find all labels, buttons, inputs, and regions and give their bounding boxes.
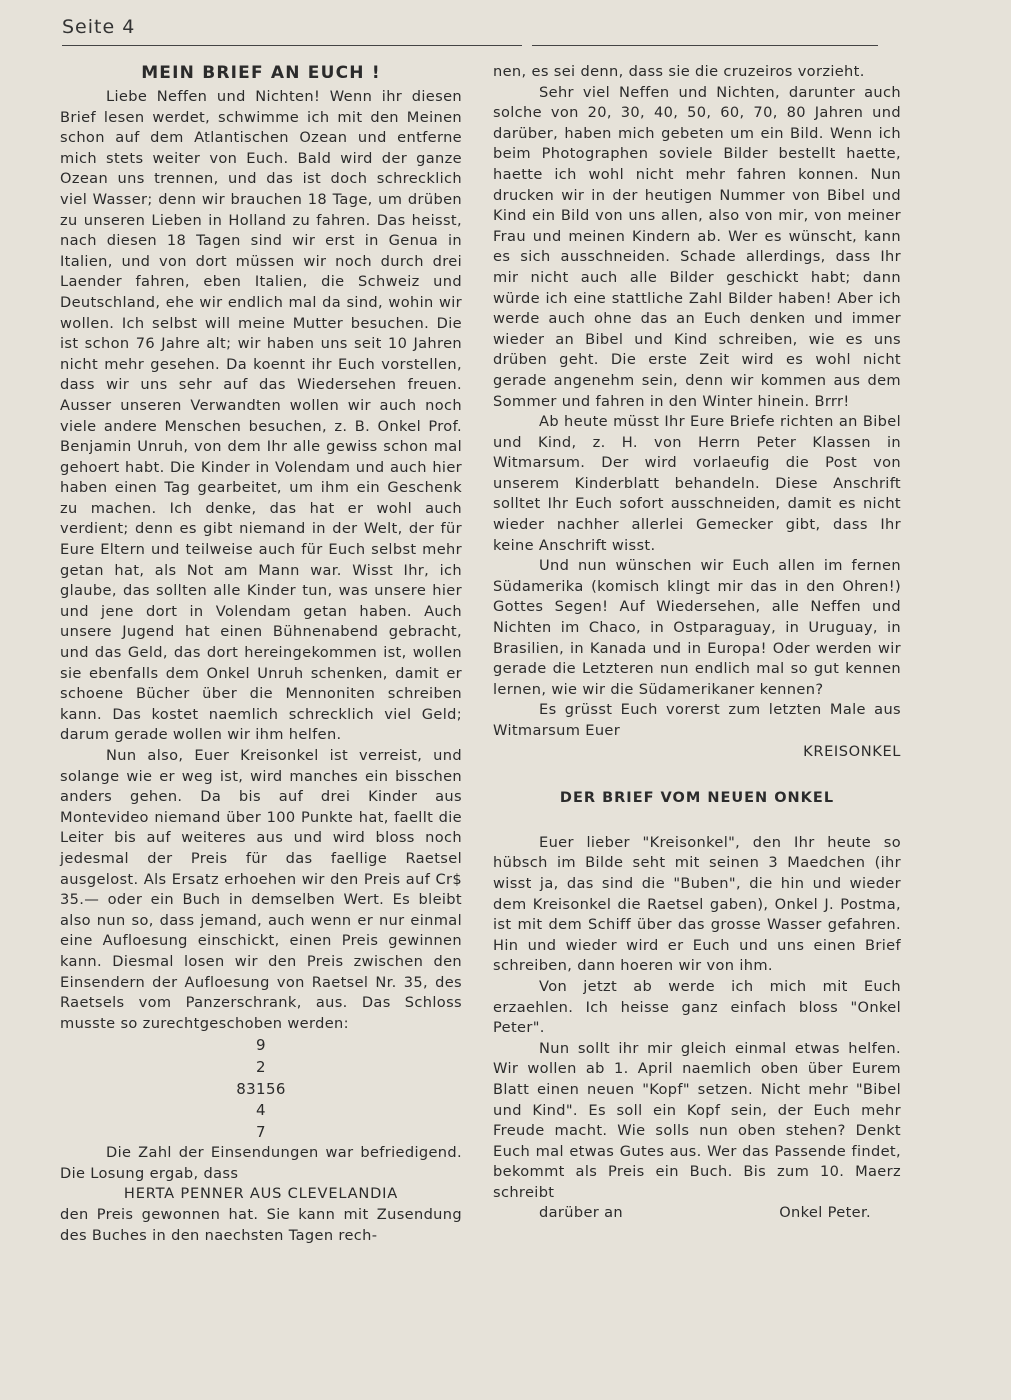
header-rule-left: [62, 45, 522, 46]
right-paragraph-0: nen, es sei denn, dass sie die cruzeiros vorzieht.: [493, 63, 865, 80]
combination-number: 9: [256, 1036, 266, 1055]
right-paragraph-3: Und nun wünschen wir Euch allen im fernen Südamerika (komisch klingt mir das in den Ohren!) Gottes Segen! Auf Wiedersehen, alle Neffen und Nichten im Chaco, in Ostparaguay, in Uruguay, in Brasilien, in Kanada und in Europa! Oder werden wir gerade die Letzteren nun endlich mal so gut kennen lernen, wie wir die Südamerikaner kennen?: [493, 557, 901, 698]
closing-signature: Onkel Peter.: [779, 1204, 871, 1222]
combination-number: 4: [256, 1101, 266, 1120]
left-paragraph-1: Liebe Neffen und Nichten! Wenn ihr diesen Brief lesen werdet, schwimme ich mit den Meinen schon auf dem Atlantischen Ozean und entferne mich stets weiter von Euch. Bald wird der ganze Ozean uns trennen, und das ist doch schrecklich viel Wasser; denn wir brauchen 18 Tage, um drüben zu unseren Lieben in Holland zu fahren. Das heisst, nach diesen 18 Tagen sind wir erst in Genua in Italien, und von dort müssen wir noch durch drei Laender fahren, eben Italien, die Schweiz und Deutschland, ehe wir endlich mal da sind, wohin wir wollen. Ich selbst will meine Mutter besuchen. Die ist schon 76 Jahre alt; wir haben uns seit 10 Jahren nicht mehr gesehen. Da koennt ihr Euch vorstellen, dass wir uns sehr auf das Wiedersehen freuen. Ausser unseren Verwandten wollen wir auch noch viele andere Menschen besuchen, z. B. Onkel Prof. Benjamin Unruh, von dem Ihr alle gewiss schon mal gehoert habt. Die Kinder in Volendam und auch hier haben einen Tag gearbeitet, um ihm ein Geschenk zu machen. Ich denke, das hat er wohl auch verdient; denn es gibt niemand in der Welt, der für Eure Eltern und teilweise auch für Euch selbst mehr getan hat, als Not am Mann war. Wisst Ihr, ich glaube, das sollten alle Kinder tun, was unsere hier und jene dort in Volendam getan haben. Auch unsere Jugend hat einen Bühnenabend gebracht, und das Geld, das dort hereingekommen ist, wollen sie ebenfalls dem Onkel Unruh schenken, damit er schoene Bücher über die Mennoniten schreiben kann. Das kostet naemlich schrecklich viel Geld; darum gerade wollen wir ihm helfen.: [60, 88, 462, 744]
article-title: MEIN BRIEF AN EUCH !: [141, 63, 381, 83]
page-header: Seite 4: [62, 16, 136, 38]
closing-line: [493, 1203, 901, 1224]
left-paragraph-3: Die Zahl der Einsendungen war befriedigend. Die Losung ergab, dass: [60, 1144, 462, 1182]
left-paragraph-4: den Preis gewonnen hat. Sie kann mit Zusendung des Buches in den naechsten Tagen rech-: [60, 1206, 462, 1244]
right-paragraph-2: Ab heute müsst Ihr Eure Briefe richten an Bibel und Kind, z. H. von Herrn Peter Klassen in Witmarsum. Der wird vorlaeufig die Post von unserem Kinderblatt behandeln. Diese Anschrift solltet Ihr Euch sofort ausschneiden, damit es nicht wieder nachher allerlei Gemecker gibt, dass Ihr keine Anschrift wisst.: [493, 413, 901, 554]
right-paragraph-5: Euer lieber "Kreisonkel", den Ihr heute so hübsch im Bilde seht mit seinen 3 Maedchen (ihr wisst ja, das sind die "Buben", die hin und wieder dem Kreisonkel die Raetsel gaben), Onkel J. Postma, ist mit dem Schiff über das grosse Wasser gefahren. Hin und wieder wird er Euch und uns einen Brief schreiben, dann hoeren wir von ihm.: [493, 833, 901, 975]
right-paragraph-4: Es grüsst Euch vorerst zum letzten Male aus Witmarsum Euer: [493, 701, 901, 739]
right-column: [493, 62, 901, 1224]
combination-number: 2: [256, 1057, 266, 1076]
right-paragraph-6: Von jetzt ab werde ich mich mit Euch erzaehlen. Ich heisse ganz einfach bloss "Onkel Peter".: [493, 977, 901, 1037]
right-paragraph-1: Sehr viel Neffen und Nichten, darunter auch solche von 20, 30, 40, 50, 60, 70, 80 Jahren und darüber, haben mich gebeten um ein Bild. Wenn ich beim Photographen soviele Bilder bestellt haette, haette ich wohl nicht mehr fahren konnen. Nun drucken wir in der heutigen Nummer von Bibel und Kind ein Bild von uns allen, also von mir, von meiner Frau und meinen Kindern ab. Wer es wünscht, kann es sich ausschneiden. Schade allerdings, dass Ihr mir nicht auch alle Bilder geschickt habt; dann würde ich eine stattliche Zahl Bilder haben! Aber ich werde auch ohne das an Euch denken und immer wieder an Bibel und Kind schreiben, wie es uns drüben geht. Die erste Zeit wird es wohl nicht gerade angenehm sein, denn wir kommen aus dem Sommer und fahren in den Winter hinein. Brrr!: [493, 83, 901, 410]
combination-number: 83156: [236, 1079, 286, 1098]
right-paragraph-7: Nun sollt ihr mir gleich einmal etwas helfen. Wir wollen ab 1. April naemlich oben über Eurem Blatt einen neuen "Kopf" setzen. Nicht mehr "Bibel und Kind". Es soll ein Kopf sein, der Euch mehr Freude macht. Wie solls nun oben stehen? Denkt Euch mal etwas Gutes aus. Wer das Passende findet, bekommt als Preis ein Buch. Bis zum 10. Maerz schreibt: [493, 1039, 901, 1201]
lock-combination: [60, 1035, 462, 1142]
section-title: DER BRIEF VOM NEUEN ONKEL: [559, 790, 835, 807]
closing-text: darüber an: [539, 1204, 624, 1222]
signature: KREISONKEL: [803, 742, 901, 760]
combination-number: 7: [256, 1122, 266, 1141]
winner-name: HERTA PENNER AUS CLEVELANDIA: [123, 1185, 399, 1203]
header-rule-right: [532, 45, 878, 46]
left-column: [60, 62, 462, 1246]
left-paragraph-2: Nun also, Euer Kreisonkel ist verreist, und solange wie er weg ist, wird manches ein bisschen anders gehen. Da bis auf drei Kinder aus Montevideo niemand über 100 Punkte hat, faellt die Leiter bis auf weiteres aus und wird bloss noch jedesmal der Preis für das faellige Raetsel ausgelost. Als Ersatz erhoehen wir den Preis auf Cr$ 35.— oder ein Buch in demselben Wert. Es bleibt also nun so, dass jemand, auch wenn er nur einmal eine Aufloesung einschickt, einen Preis gewinnen kann. Diesmal losen wir den Preis zwischen den Einsendern der Aufloesung von Raetsel Nr. 35, des Raetsels vom Panzerschrank, aus. Das Schloss musste so zurechtgeschoben werden:: [60, 747, 462, 1032]
